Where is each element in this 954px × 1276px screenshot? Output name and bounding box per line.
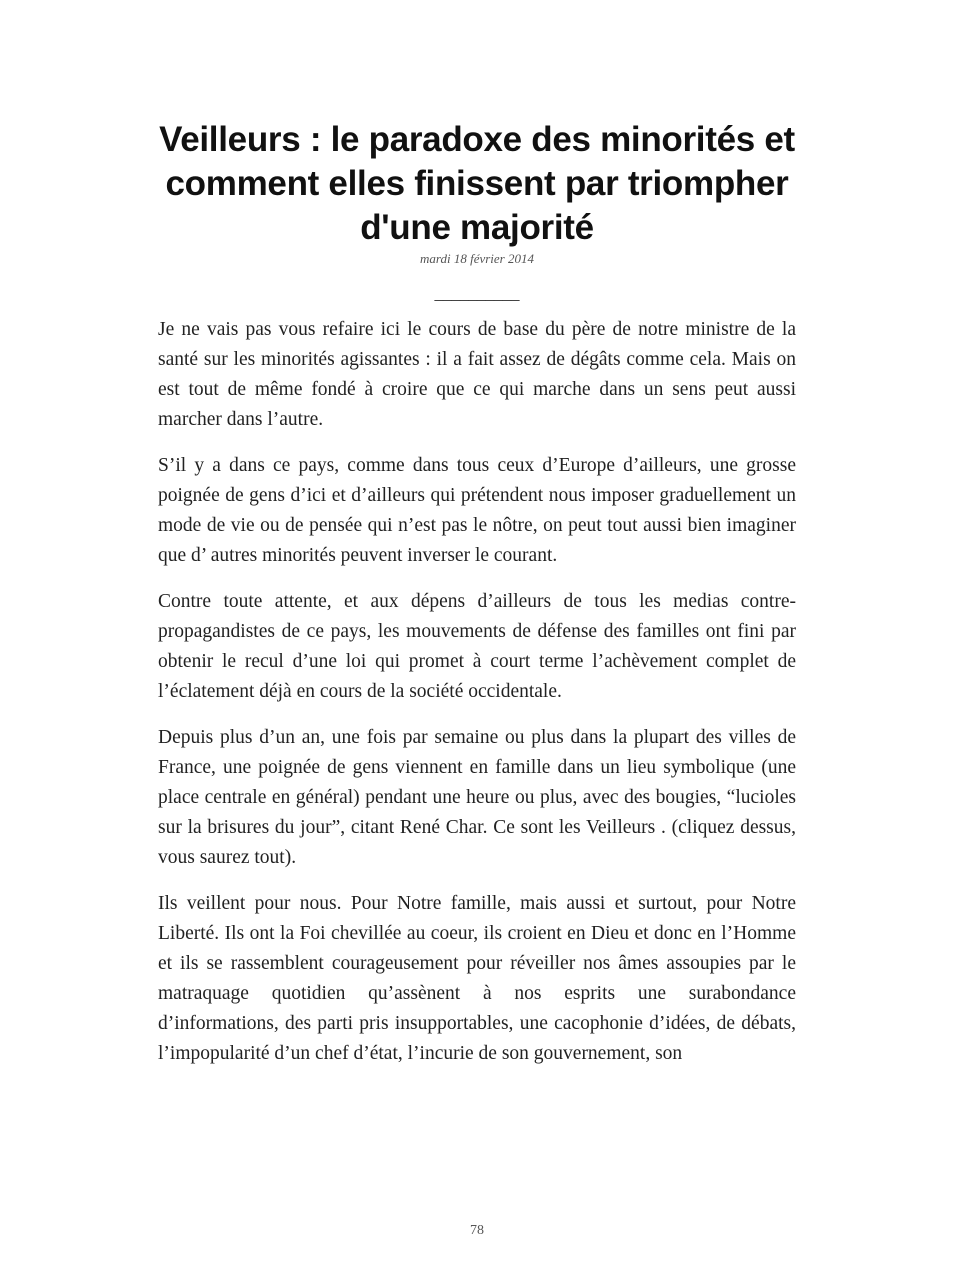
- article-title: Veilleurs : le paradoxe des minorités et comment elles finissent par triompher d'une majorité: [159, 120, 795, 247]
- article-date: mardi 18 février 2014: [420, 251, 534, 266]
- article-body: [158, 315, 796, 1085]
- paragraph: Contre toute attente, et aux dépens d’ailleurs de tous les medias contre-propagandistes de ce pays, les mouvements de défense des familles ont fini par obtenir le recul d’une loi qui promet à court terme l’achèvement complet de l’éclatement déjà en cours de la société occidentale.: [158, 591, 796, 702]
- separator-line: __________: [434, 284, 520, 303]
- paragraph: Ils veillent pour nous. Pour Notre famille, mais aussi et surtout, pour Notre Liberté. Ils ont la Foi chevillée au coeur, ils croient en Dieu et donc en l’Homme et ils se rassemblent courageusement pour réveiller nos âmes assoupies par le matraquage quotidien qu’assènent à nos esprits une surabondance d’informations, des parti pris insupportables, une cacophonie d’idées, de débats, l’impopularité d’un chef d’état, l’incurie de son gouvernement, son: [158, 893, 796, 1064]
- paragraph: Depuis plus d’un an, une fois par semaine ou plus dans la plupart des villes de France, une poignée de gens viennent en famille dans un lieu symbolique (une place centrale en général) pendant une heure ou plus, avec des bougies, “lucioles sur la brisures du jour”, citant René Char. Ce sont les Veilleurs . (cliquez dessus, vous saurez tout).: [158, 727, 796, 868]
- paragraph: S’il y a dans ce pays, comme dans tous ceux d’Europe d’ailleurs, une grosse poignée de gens d’ici et d’ailleurs qui prétendent nous imposer graduellement un mode de vie ou de pensée qui n’est pas le nôtre, on peut tout aussi bien imaginer que d’ autres minorités peuvent inverser le courant.: [158, 455, 796, 566]
- paragraph: Je ne vais pas vous refaire ici le cours de base du père de notre ministre de la santé sur les minorités agissantes : il a fait assez de dégâts comme cela. Mais on est tout de même fondé à croire que ce qui marche dans un sens peut aussi marcher dans l’autre.: [158, 319, 796, 430]
- page-number: 78: [470, 1223, 484, 1238]
